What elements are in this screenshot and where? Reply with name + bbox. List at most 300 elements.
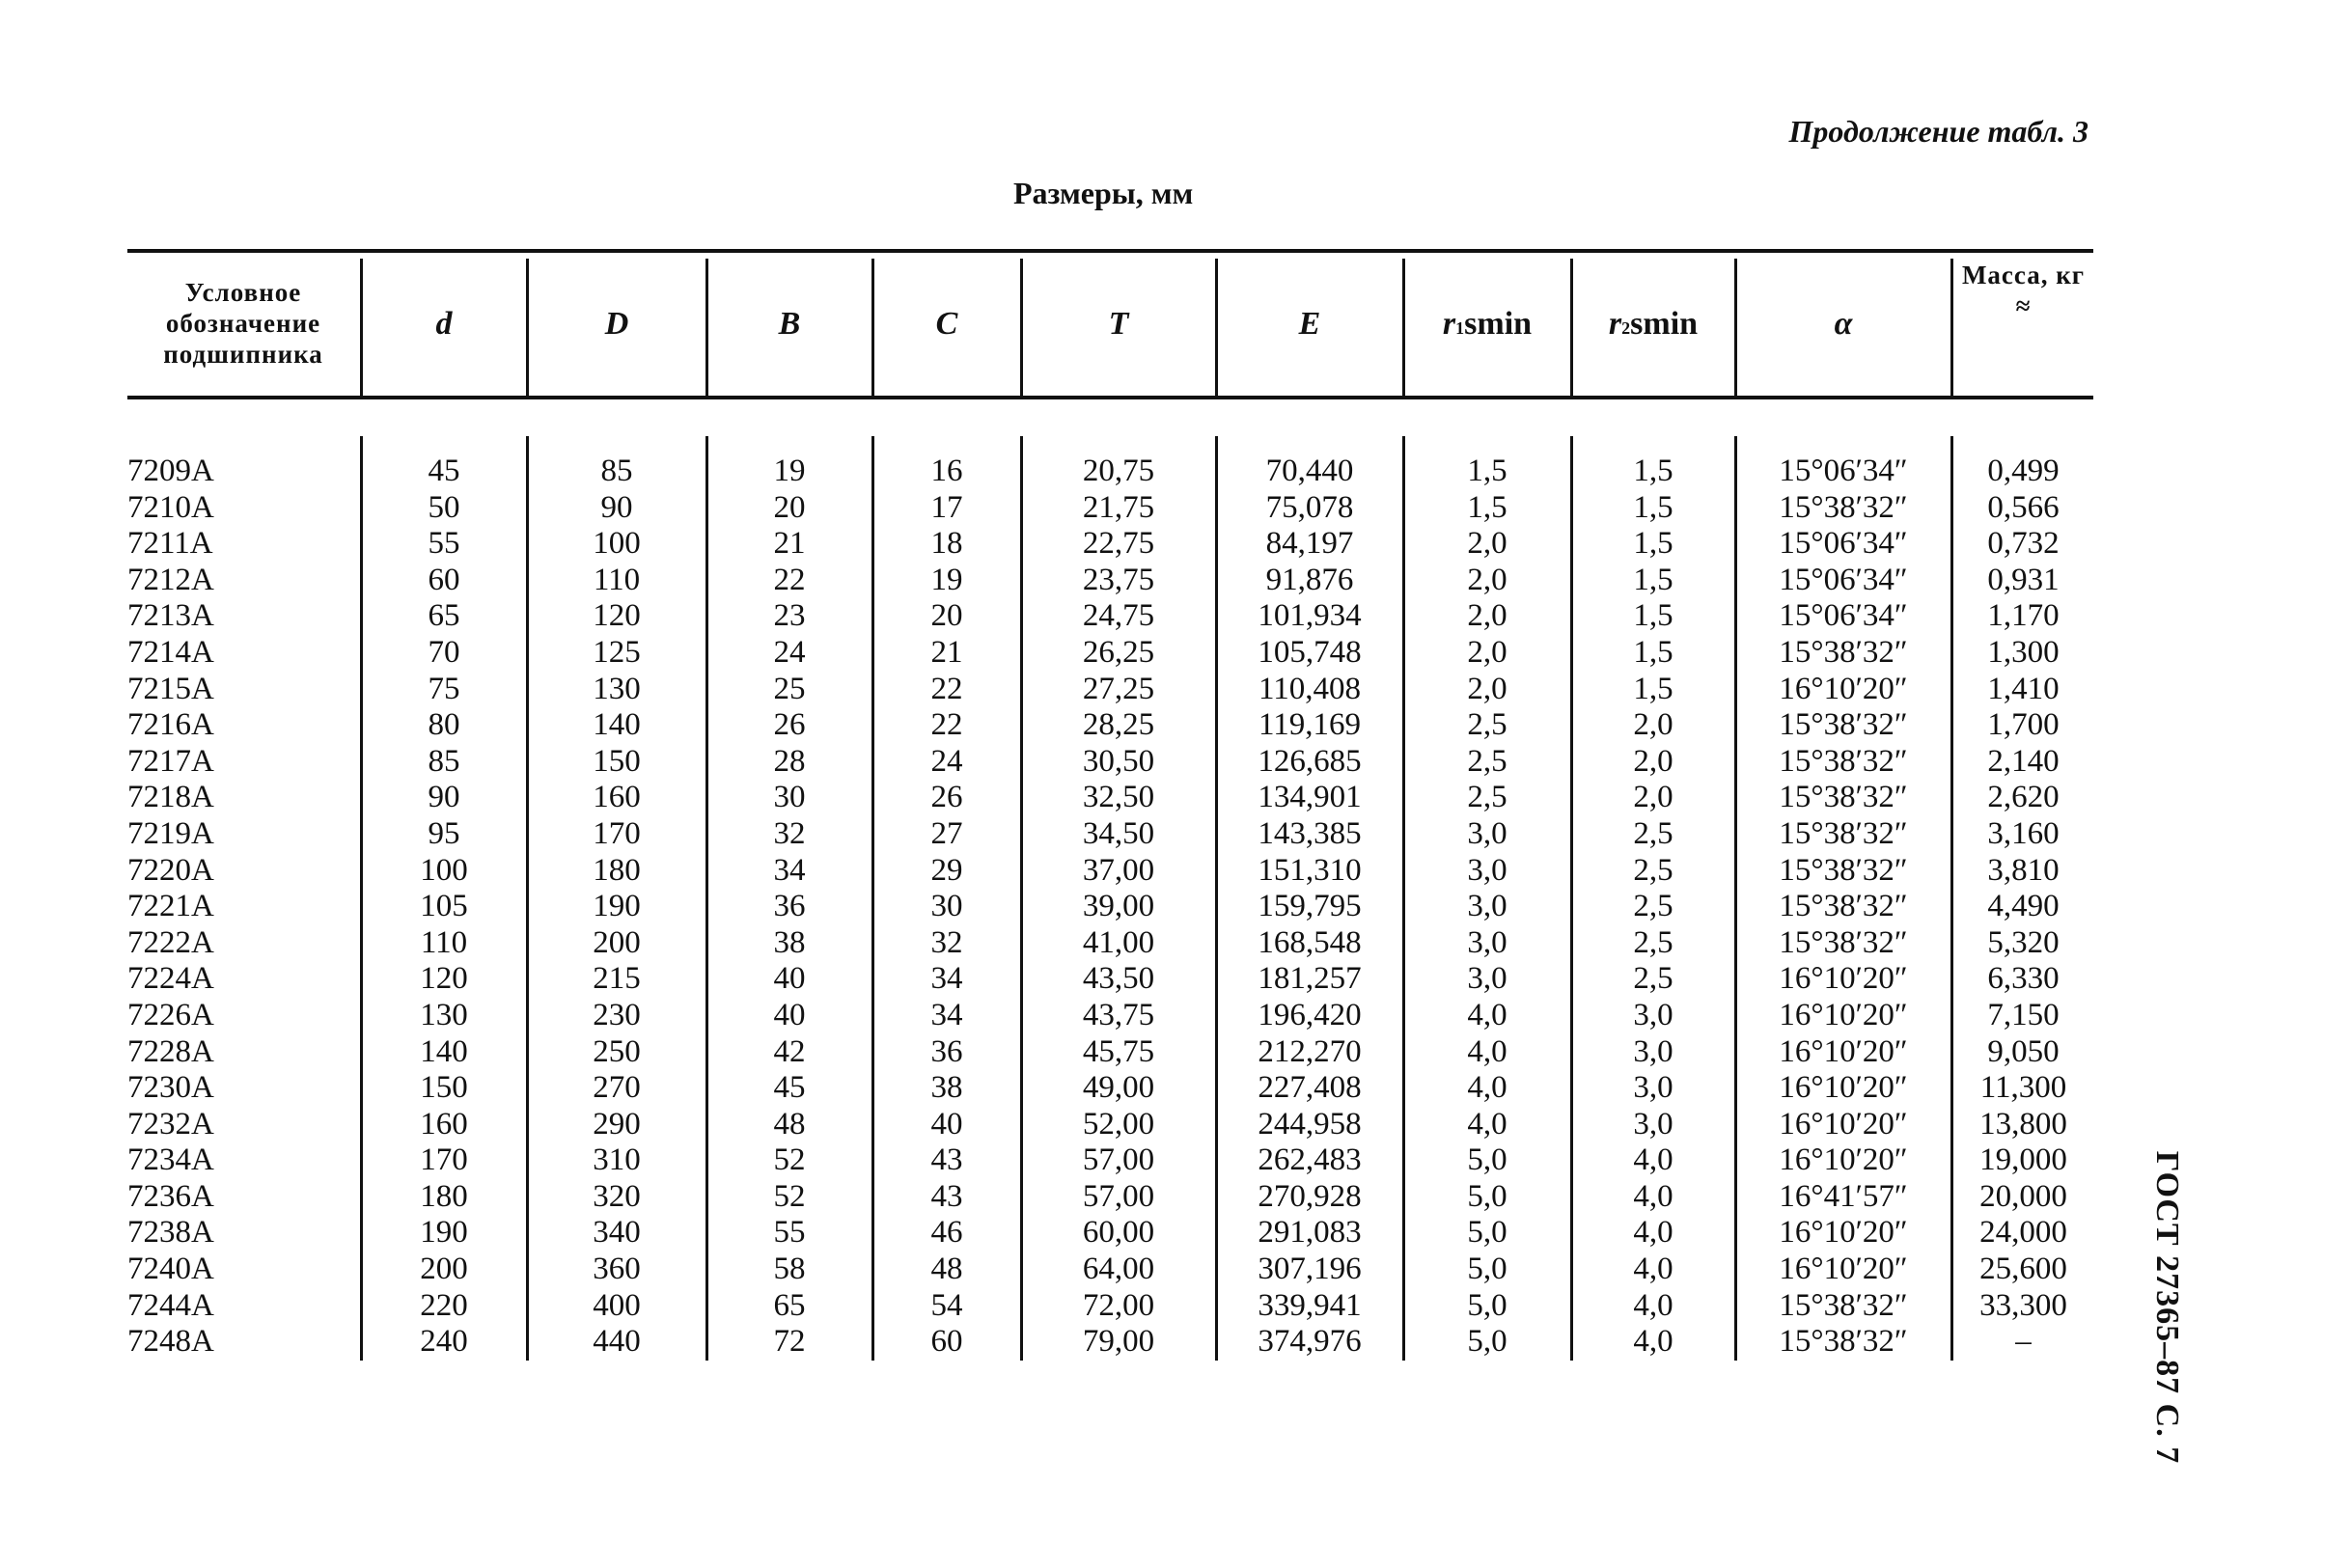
cell-t: 45,75 bbox=[1082, 1033, 1155, 1069]
cell-t: 52,00 bbox=[1082, 1106, 1155, 1142]
cell-d: 60 bbox=[428, 562, 460, 597]
cell-b: 21 bbox=[773, 526, 806, 562]
cell-b: 40 bbox=[773, 961, 806, 997]
column-divider bbox=[705, 259, 708, 399]
cell-mass: 20,000 bbox=[1979, 1178, 2067, 1214]
r2-suffix: smin bbox=[1630, 305, 1699, 342]
table-row bbox=[127, 1107, 2093, 1143]
cell-alpha: 16°10′20″ bbox=[1779, 961, 1908, 997]
cell-mass: 3,810 bbox=[1987, 852, 2060, 888]
cell-mass: 13,800 bbox=[1979, 1106, 2067, 1142]
cell-d: 70 bbox=[428, 634, 460, 670]
cell-mass: 11,300 bbox=[1979, 1070, 2067, 1106]
cell-r1smin: 2,0 bbox=[1467, 598, 1507, 634]
cell-r1smin: 1,5 bbox=[1467, 489, 1507, 525]
column-divider bbox=[1570, 259, 1573, 399]
cell-outer-d: 90 bbox=[600, 489, 633, 525]
cell-r1smin: 5,0 bbox=[1467, 1215, 1507, 1251]
table-header-rule bbox=[127, 396, 2093, 399]
cell-r1smin: 4,0 bbox=[1467, 1033, 1507, 1069]
cell-r2smin: 2,5 bbox=[1633, 961, 1673, 997]
table-row bbox=[127, 744, 2093, 781]
cell-outer-d: 180 bbox=[593, 852, 641, 888]
cell-c: 43 bbox=[930, 1178, 963, 1214]
cell-alpha: 15°06′34″ bbox=[1779, 598, 1908, 634]
cell-outer-d: 100 bbox=[593, 526, 641, 562]
cell-e: 126,685 bbox=[1258, 743, 1362, 779]
table-row bbox=[127, 961, 2093, 998]
cell-d: 80 bbox=[428, 707, 460, 743]
cell-alpha: 16°10′20″ bbox=[1779, 1215, 1908, 1251]
col-header-r1smin bbox=[1405, 253, 1569, 396]
cell-r2smin: 1,5 bbox=[1633, 634, 1673, 670]
cell-alpha: 16°10′20″ bbox=[1779, 1033, 1908, 1069]
cell-t: 39,00 bbox=[1082, 889, 1155, 924]
cell-t: 26,25 bbox=[1082, 634, 1155, 670]
cell-b: 25 bbox=[773, 671, 806, 706]
cell-t: 20,75 bbox=[1082, 454, 1155, 488]
column-divider bbox=[871, 259, 874, 399]
cell-mass: 1,410 bbox=[1987, 671, 2060, 706]
r1-suffix: smin bbox=[1464, 305, 1533, 342]
cell-b: 72 bbox=[773, 1324, 806, 1360]
col-header-b: B bbox=[778, 305, 801, 342]
cell-e: 91,876 bbox=[1265, 562, 1354, 597]
cell-r2smin: 4,0 bbox=[1633, 1215, 1673, 1251]
cell-alpha: 15°06′34″ bbox=[1779, 526, 1908, 562]
cell-outer-d: 230 bbox=[593, 997, 641, 1032]
cell-d: 150 bbox=[420, 1070, 468, 1106]
cell-outer-d: 440 bbox=[593, 1324, 641, 1360]
cell-r1smin: 2,0 bbox=[1467, 562, 1507, 597]
table-row bbox=[127, 1252, 2093, 1288]
cell-r1smin: 4,0 bbox=[1467, 1070, 1507, 1106]
cell-outer-d: 360 bbox=[593, 1252, 641, 1287]
cell-r1smin: 5,0 bbox=[1467, 1252, 1507, 1287]
cell-e: 105,748 bbox=[1258, 634, 1362, 670]
cell-c: 21 bbox=[930, 634, 963, 670]
table-row bbox=[127, 454, 2093, 490]
col-header-mass: Масса, кг ≈ bbox=[1961, 261, 2086, 320]
cell-mass: 25,600 bbox=[1979, 1252, 2067, 1287]
cell-e: 119,169 bbox=[1258, 707, 1362, 743]
cell-c: 60 bbox=[930, 1324, 963, 1360]
table-row bbox=[127, 889, 2093, 925]
cell-designation: 7216A bbox=[127, 707, 214, 743]
cell-e: 110,408 bbox=[1258, 671, 1362, 706]
cell-r2smin: 1,5 bbox=[1633, 489, 1673, 525]
cell-c: 34 bbox=[930, 961, 963, 997]
cell-mass: 6,330 bbox=[1987, 961, 2060, 997]
cell-d: 65 bbox=[428, 598, 460, 634]
cell-t: 22,75 bbox=[1082, 526, 1155, 562]
table-row bbox=[127, 635, 2093, 672]
cell-e: 101,934 bbox=[1258, 598, 1362, 634]
cell-t: 24,75 bbox=[1082, 598, 1155, 634]
cell-alpha: 15°38′32″ bbox=[1779, 889, 1908, 924]
cell-d: 105 bbox=[420, 889, 468, 924]
cell-alpha: 15°38′32″ bbox=[1779, 924, 1908, 960]
standard-page-label bbox=[2147, 1143, 2186, 1472]
table-continuation-note: Продолжение табл. 3 bbox=[1788, 114, 2088, 149]
cell-e: 291,083 bbox=[1258, 1215, 1362, 1251]
table-row bbox=[127, 707, 2093, 744]
table-row bbox=[127, 490, 2093, 527]
cell-r1smin: 2,5 bbox=[1467, 707, 1507, 743]
cell-t: 57,00 bbox=[1082, 1178, 1155, 1214]
cell-outer-d: 125 bbox=[593, 634, 641, 670]
cell-mass: 3,160 bbox=[1987, 815, 2060, 851]
cell-outer-d: 160 bbox=[593, 780, 641, 815]
cell-e: 181,257 bbox=[1258, 961, 1362, 997]
cell-e: 168,548 bbox=[1258, 924, 1362, 960]
cell-b: 22 bbox=[773, 562, 806, 597]
cell-t: 34,50 bbox=[1082, 815, 1155, 851]
cell-alpha: 15°06′34″ bbox=[1779, 562, 1908, 597]
cell-t: 43,50 bbox=[1082, 961, 1155, 997]
bearing-table-body bbox=[127, 454, 2093, 1361]
table-row bbox=[127, 1034, 2093, 1071]
cell-d: 75 bbox=[428, 671, 460, 706]
cell-designation: 7238A bbox=[127, 1215, 214, 1251]
cell-e: 196,420 bbox=[1258, 997, 1362, 1032]
cell-c: 19 bbox=[930, 562, 963, 597]
cell-t: 30,50 bbox=[1082, 743, 1155, 779]
cell-r1smin: 5,0 bbox=[1467, 1142, 1507, 1178]
cell-c: 18 bbox=[930, 526, 963, 562]
cell-alpha: 16°10′20″ bbox=[1779, 1106, 1908, 1142]
cell-r2smin: 4,0 bbox=[1633, 1178, 1673, 1214]
cell-alpha: 16°41′57″ bbox=[1779, 1178, 1908, 1214]
cell-d: 140 bbox=[420, 1033, 468, 1069]
cell-mass: 0,732 bbox=[1987, 526, 2060, 562]
cell-b: 52 bbox=[773, 1178, 806, 1214]
cell-alpha: 15°38′32″ bbox=[1779, 815, 1908, 851]
col-header-t: T bbox=[1108, 305, 1129, 342]
cell-r2smin: 2,5 bbox=[1633, 924, 1673, 960]
cell-b: 45 bbox=[773, 1070, 806, 1106]
cell-b: 34 bbox=[773, 852, 806, 888]
cell-outer-d: 150 bbox=[593, 743, 641, 779]
column-divider bbox=[526, 259, 529, 399]
cell-e: 151,310 bbox=[1258, 852, 1362, 888]
cell-c: 38 bbox=[930, 1070, 963, 1106]
cell-c: 29 bbox=[930, 852, 963, 888]
cell-b: 26 bbox=[773, 707, 806, 743]
cell-e: 84,197 bbox=[1265, 526, 1354, 562]
table-row bbox=[127, 1324, 2093, 1361]
cell-t: 57,00 bbox=[1082, 1142, 1155, 1178]
cell-r2smin: 2,5 bbox=[1633, 815, 1673, 851]
cell-e: 159,795 bbox=[1258, 889, 1362, 924]
cell-designation: 7219A bbox=[127, 815, 214, 851]
cell-d: 55 bbox=[428, 526, 460, 562]
table-row bbox=[127, 1070, 2093, 1107]
cell-c: 30 bbox=[930, 889, 963, 924]
cell-mass: 9,050 bbox=[1987, 1033, 2060, 1069]
cell-e: 134,901 bbox=[1258, 780, 1362, 815]
cell-outer-d: 290 bbox=[593, 1106, 641, 1142]
cell-outer-d: 170 bbox=[593, 815, 641, 851]
cell-e: 270,928 bbox=[1258, 1178, 1362, 1214]
cell-e: 244,958 bbox=[1258, 1106, 1362, 1142]
cell-e: 212,270 bbox=[1258, 1033, 1362, 1069]
cell-designation: 7217A bbox=[127, 743, 214, 779]
cell-outer-d: 310 bbox=[593, 1142, 641, 1178]
cell-r2smin: 2,0 bbox=[1633, 707, 1673, 743]
cell-mass: 2,620 bbox=[1987, 780, 2060, 815]
cell-mass: – bbox=[2015, 1324, 2032, 1360]
cell-r1smin: 2,0 bbox=[1467, 634, 1507, 670]
column-divider bbox=[1215, 259, 1218, 399]
cell-d: 100 bbox=[420, 852, 468, 888]
table-row bbox=[127, 672, 2093, 708]
cell-d: 180 bbox=[420, 1178, 468, 1214]
cell-t: 28,25 bbox=[1082, 707, 1155, 743]
cell-c: 40 bbox=[930, 1106, 963, 1142]
cell-r1smin: 5,0 bbox=[1467, 1178, 1507, 1214]
cell-mass: 0,566 bbox=[1987, 489, 2060, 525]
cell-t: 23,75 bbox=[1082, 562, 1155, 597]
cell-b: 40 bbox=[773, 997, 806, 1032]
cell-e: 262,483 bbox=[1258, 1142, 1362, 1178]
cell-e: 307,196 bbox=[1258, 1252, 1362, 1287]
cell-r2smin: 2,5 bbox=[1633, 852, 1673, 888]
cell-designation: 7213A bbox=[127, 598, 214, 634]
cell-b: 55 bbox=[773, 1215, 806, 1251]
cell-b: 30 bbox=[773, 780, 806, 815]
cell-outer-d: 200 bbox=[593, 924, 641, 960]
cell-outer-d: 215 bbox=[593, 961, 641, 997]
cell-b: 58 bbox=[773, 1252, 806, 1287]
cell-alpha: 15°38′32″ bbox=[1779, 1287, 1908, 1323]
cell-c: 27 bbox=[930, 815, 963, 851]
cell-t: 43,75 bbox=[1082, 997, 1155, 1032]
cell-alpha: 15°38′32″ bbox=[1779, 707, 1908, 743]
cell-t: 60,00 bbox=[1082, 1215, 1155, 1251]
cell-b: 23 bbox=[773, 598, 806, 634]
dimensions-units-caption: Размеры, мм bbox=[1013, 176, 1194, 210]
cell-mass: 1,170 bbox=[1987, 598, 2060, 634]
cell-mass: 0,931 bbox=[1987, 562, 2060, 597]
cell-r1smin: 2,5 bbox=[1467, 780, 1507, 815]
cell-d: 85 bbox=[428, 743, 460, 779]
cell-t: 64,00 bbox=[1082, 1252, 1155, 1287]
cell-c: 34 bbox=[930, 997, 963, 1032]
cell-d: 110 bbox=[420, 924, 468, 960]
column-divider bbox=[1734, 259, 1737, 399]
cell-mass: 1,700 bbox=[1987, 707, 2060, 743]
col-header-r2smin bbox=[1573, 253, 1733, 396]
cell-alpha: 15°38′32″ bbox=[1779, 1324, 1908, 1360]
col-header-e: E bbox=[1298, 305, 1321, 342]
column-divider bbox=[1950, 259, 1953, 399]
cell-designation: 7234A bbox=[127, 1142, 214, 1178]
cell-r2smin: 1,5 bbox=[1633, 454, 1673, 488]
cell-b: 20 bbox=[773, 489, 806, 525]
cell-outer-d: 320 bbox=[593, 1178, 641, 1214]
cell-mass: 0,499 bbox=[1987, 454, 2060, 488]
cell-alpha: 15°38′32″ bbox=[1779, 634, 1908, 670]
cell-designation: 7220A bbox=[127, 852, 214, 888]
cell-c: 32 bbox=[930, 924, 963, 960]
cell-r2smin: 2,5 bbox=[1633, 889, 1673, 924]
column-divider bbox=[360, 259, 363, 399]
cell-b: 19 bbox=[773, 454, 806, 488]
cell-t: 79,00 bbox=[1082, 1324, 1155, 1360]
cell-r2smin: 3,0 bbox=[1633, 1106, 1673, 1142]
cell-alpha: 16°10′20″ bbox=[1779, 1252, 1908, 1287]
cell-e: 143,385 bbox=[1258, 815, 1362, 851]
cell-b: 28 bbox=[773, 743, 806, 779]
r2-symbol: r bbox=[1608, 305, 1622, 342]
cell-t: 32,50 bbox=[1082, 780, 1155, 815]
cell-designation: 7244A bbox=[127, 1287, 214, 1323]
cell-b: 52 bbox=[773, 1142, 806, 1178]
cell-outer-d: 340 bbox=[593, 1215, 641, 1251]
cell-r1smin: 3,0 bbox=[1467, 889, 1507, 924]
cell-c: 22 bbox=[930, 671, 963, 706]
cell-designation: 7221A bbox=[127, 889, 214, 924]
cell-outer-d: 110 bbox=[593, 562, 641, 597]
cell-designation: 7212A bbox=[127, 562, 214, 597]
cell-c: 26 bbox=[930, 780, 963, 815]
cell-mass: 1,300 bbox=[1987, 634, 2060, 670]
cell-designation: 7211A bbox=[127, 526, 213, 562]
r2-subscript: 2 bbox=[1621, 317, 1631, 338]
cell-b: 24 bbox=[773, 634, 806, 670]
column-divider bbox=[1402, 259, 1405, 399]
cell-r1smin: 2,0 bbox=[1467, 671, 1507, 706]
cell-d: 170 bbox=[420, 1142, 468, 1178]
cell-c: 22 bbox=[930, 707, 963, 743]
cell-t: 21,75 bbox=[1082, 489, 1155, 525]
cell-r2smin: 1,5 bbox=[1633, 526, 1673, 562]
col-header-outer-diameter: D bbox=[604, 305, 629, 342]
cell-r2smin: 4,0 bbox=[1633, 1142, 1673, 1178]
cell-outer-d: 250 bbox=[593, 1033, 641, 1069]
cell-alpha: 15°06′34″ bbox=[1779, 454, 1908, 488]
cell-r1smin: 2,5 bbox=[1467, 743, 1507, 779]
cell-outer-d: 140 bbox=[593, 707, 641, 743]
cell-alpha: 16°10′20″ bbox=[1779, 671, 1908, 706]
cell-r1smin: 3,0 bbox=[1467, 924, 1507, 960]
cell-r2smin: 4,0 bbox=[1633, 1324, 1673, 1360]
table-row bbox=[127, 998, 2093, 1034]
cell-r1smin: 3,0 bbox=[1467, 852, 1507, 888]
cell-r2smin: 3,0 bbox=[1633, 997, 1673, 1032]
cell-designation: 7214A bbox=[127, 634, 214, 670]
cell-alpha: 15°38′32″ bbox=[1779, 743, 1908, 779]
cell-r2smin: 1,5 bbox=[1633, 671, 1673, 706]
cell-c: 54 bbox=[930, 1287, 963, 1323]
col-header-d: d bbox=[435, 305, 453, 342]
table-row bbox=[127, 526, 2093, 563]
cell-c: 36 bbox=[930, 1033, 963, 1069]
cell-r2smin: 4,0 bbox=[1633, 1252, 1673, 1287]
cell-outer-d: 400 bbox=[593, 1287, 641, 1323]
table-row bbox=[127, 1179, 2093, 1216]
cell-designation: 7228A bbox=[127, 1033, 214, 1069]
cell-designation: 7232A bbox=[127, 1106, 214, 1142]
table-row bbox=[127, 853, 2093, 890]
cell-b: 36 bbox=[773, 889, 806, 924]
cell-d: 130 bbox=[420, 997, 468, 1032]
r1-subscript: 1 bbox=[1455, 317, 1465, 338]
cell-r1smin: 5,0 bbox=[1467, 1324, 1507, 1360]
col-header-c: C bbox=[935, 305, 958, 342]
cell-r1smin: 3,0 bbox=[1467, 815, 1507, 851]
cell-alpha: 16°10′20″ bbox=[1779, 997, 1908, 1032]
cell-r1smin: 1,5 bbox=[1467, 454, 1507, 488]
cell-e: 70,440 bbox=[1265, 454, 1354, 488]
table-row bbox=[127, 598, 2093, 635]
cell-designation: 7224A bbox=[127, 961, 214, 997]
cell-r2smin: 3,0 bbox=[1633, 1033, 1673, 1069]
cell-d: 190 bbox=[420, 1215, 468, 1251]
col-header-alpha: α bbox=[1834, 305, 1853, 342]
cell-t: 27,25 bbox=[1082, 671, 1155, 706]
cell-r2smin: 1,5 bbox=[1633, 562, 1673, 597]
cell-c: 17 bbox=[930, 489, 963, 525]
table-row bbox=[127, 1142, 2093, 1179]
cell-d: 90 bbox=[428, 780, 460, 815]
cell-d: 45 bbox=[428, 454, 460, 488]
cell-b: 42 bbox=[773, 1033, 806, 1069]
cell-mass: 4,490 bbox=[1987, 889, 2060, 924]
cell-c: 20 bbox=[930, 598, 963, 634]
cell-d: 200 bbox=[420, 1252, 468, 1287]
cell-r2smin: 4,0 bbox=[1633, 1287, 1673, 1323]
cell-e: 339,941 bbox=[1258, 1287, 1362, 1323]
cell-alpha: 15°38′32″ bbox=[1779, 489, 1908, 525]
cell-designation: 7218A bbox=[127, 780, 214, 815]
cell-d: 160 bbox=[420, 1106, 468, 1142]
table-row bbox=[127, 1288, 2093, 1325]
cell-mass: 2,140 bbox=[1987, 743, 2060, 779]
cell-c: 24 bbox=[930, 743, 963, 779]
cell-d: 120 bbox=[420, 961, 468, 997]
cell-outer-d: 120 bbox=[593, 598, 641, 634]
cell-designation: 7210A bbox=[127, 489, 214, 525]
cell-r1smin: 4,0 bbox=[1467, 997, 1507, 1032]
cell-alpha: 15°38′32″ bbox=[1779, 852, 1908, 888]
cell-c: 16 bbox=[930, 454, 963, 488]
column-divider bbox=[1020, 259, 1023, 399]
cell-d: 240 bbox=[420, 1324, 468, 1360]
cell-d: 50 bbox=[428, 489, 460, 525]
cell-r1smin: 5,0 bbox=[1467, 1287, 1507, 1323]
cell-alpha: 16°10′20″ bbox=[1779, 1070, 1908, 1106]
cell-mass: 24,000 bbox=[1979, 1215, 2067, 1251]
r1-symbol: r bbox=[1442, 305, 1456, 342]
cell-r2smin: 2,0 bbox=[1633, 743, 1673, 779]
cell-r2smin: 2,0 bbox=[1633, 780, 1673, 815]
cell-r2smin: 3,0 bbox=[1633, 1070, 1673, 1106]
table-row bbox=[127, 563, 2093, 599]
cell-r1smin: 3,0 bbox=[1467, 961, 1507, 997]
standard-page-label-text: ГОСТ 27365–87 С. 7 bbox=[2149, 1150, 2185, 1465]
cell-t: 49,00 bbox=[1082, 1070, 1155, 1106]
cell-c: 43 bbox=[930, 1142, 963, 1178]
cell-designation: 7226A bbox=[127, 997, 214, 1032]
cell-designation: 7248A bbox=[127, 1324, 214, 1360]
cell-outer-d: 270 bbox=[593, 1070, 641, 1106]
cell-alpha: 16°10′20″ bbox=[1779, 1142, 1908, 1178]
cell-e: 75,078 bbox=[1265, 489, 1354, 525]
cell-designation: 7236A bbox=[127, 1178, 214, 1214]
cell-c: 48 bbox=[930, 1252, 963, 1287]
